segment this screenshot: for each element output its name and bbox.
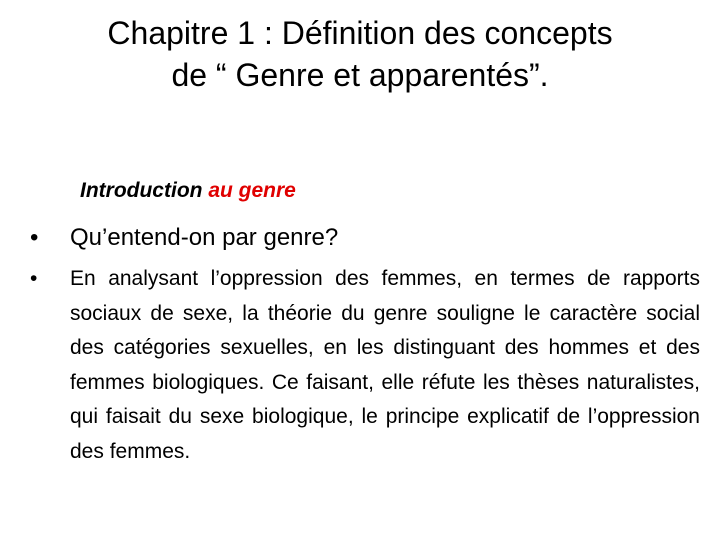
subtitle-accent: au genre (208, 179, 296, 202)
bullet-question-text: Qu’entend-on par genre? (70, 224, 339, 251)
slide-title-line-1: Chapitre 1 : Définition des concepts (107, 15, 613, 51)
subtitle-prefix: Introduction (80, 179, 209, 202)
bullet-dot-icon: • (30, 267, 38, 290)
bullet-paragraph-text: En analysant l’oppression des femmes, en termes de rapports sociaux de sexe, la théorie du genre souligne le caractère social des catégories sexuelles, en les distinguant des hommes et des femmes biologiques. Ce faisant, elle réfute les thèses naturalistes, qui faisait du sexe biologique, le principe explicatif de l’oppression des femmes. (70, 267, 700, 463)
section-subtitle (80, 177, 296, 205)
bullet-question (30, 222, 670, 254)
slide-title-line-2: de “ Genre et apparentés”. (171, 57, 549, 93)
bullet-paragraph (30, 262, 700, 469)
slide-title (40, 12, 680, 96)
bullet-dot-icon: • (30, 224, 39, 251)
